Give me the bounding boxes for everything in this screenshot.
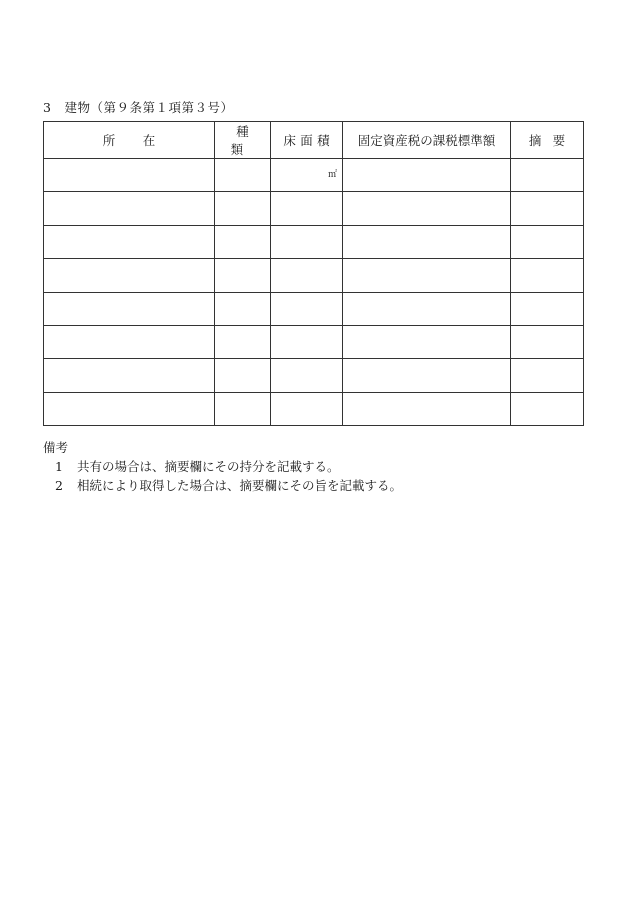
cell-type xyxy=(215,259,271,292)
table-row xyxy=(44,359,584,392)
note-item xyxy=(43,476,402,495)
header-floor-area xyxy=(271,122,343,159)
cell-floor-area xyxy=(271,392,343,425)
cell-floor-area xyxy=(271,159,343,192)
cell-remarks xyxy=(511,259,584,292)
cell-type xyxy=(215,359,271,392)
header-assessed-value-label: 固定資産税の課税標準額 xyxy=(357,133,496,148)
cell-floor-area xyxy=(271,292,343,325)
cell-location xyxy=(44,392,215,425)
cell-assessed-value xyxy=(343,392,511,425)
note-item xyxy=(43,457,402,476)
cell-floor-area xyxy=(271,325,343,358)
note-number: 2 xyxy=(55,478,63,493)
note-number: 1 xyxy=(55,459,63,474)
cell-floor-area xyxy=(271,192,343,225)
header-type-label: 種類 xyxy=(230,124,260,157)
square-meter-unit: ㎡ xyxy=(327,170,337,180)
cell-type xyxy=(215,192,271,225)
cell-floor-area xyxy=(271,359,343,392)
cell-assessed-value xyxy=(343,325,511,358)
table-row xyxy=(44,259,584,292)
table-row xyxy=(44,325,584,358)
cell-floor-area xyxy=(271,259,343,292)
header-remarks xyxy=(511,122,584,159)
cell-type xyxy=(215,325,271,358)
header-assessed-value xyxy=(343,122,511,159)
header-remarks-label: 摘要 xyxy=(528,133,577,148)
header-location-label: 所在 xyxy=(102,133,183,148)
cell-remarks xyxy=(511,392,584,425)
cell-assessed-value xyxy=(343,359,511,392)
cell-remarks xyxy=(511,292,584,325)
table-row xyxy=(44,292,584,325)
header-floor-area-label: 床面積 xyxy=(283,133,334,148)
header-type xyxy=(215,122,271,159)
cell-location xyxy=(44,359,215,392)
section-heading: 3 建物（第９条第１項第３号） xyxy=(43,100,234,115)
cell-remarks xyxy=(511,325,584,358)
cell-location xyxy=(44,192,215,225)
note-text: 相続により取得した場合は、摘要欄にその旨を記載する。 xyxy=(77,478,403,493)
cell-location xyxy=(44,292,215,325)
cell-remarks xyxy=(511,359,584,392)
notes-title: 備考 xyxy=(43,440,69,455)
table-row xyxy=(44,392,584,425)
cell-assessed-value xyxy=(343,292,511,325)
cell-assessed-value xyxy=(343,159,511,192)
notes-section xyxy=(43,438,402,495)
building-table xyxy=(43,121,584,426)
table-header-row xyxy=(44,122,584,159)
cell-floor-area xyxy=(271,225,343,258)
cell-type xyxy=(215,159,271,192)
cell-type xyxy=(215,392,271,425)
table-row xyxy=(44,192,584,225)
cell-type xyxy=(215,225,271,258)
cell-assessed-value xyxy=(343,259,511,292)
cell-location xyxy=(44,259,215,292)
cell-location xyxy=(44,325,215,358)
note-text: 共有の場合は、摘要欄にその持分を記載する。 xyxy=(77,459,340,474)
cell-location xyxy=(44,159,215,192)
cell-remarks xyxy=(511,159,584,192)
cell-assessed-value xyxy=(343,192,511,225)
cell-assessed-value xyxy=(343,225,511,258)
cell-location xyxy=(44,225,215,258)
cell-remarks xyxy=(511,225,584,258)
table-row xyxy=(44,225,584,258)
cell-type xyxy=(215,292,271,325)
header-location xyxy=(44,122,215,159)
table-row xyxy=(44,159,584,192)
cell-remarks xyxy=(511,192,584,225)
